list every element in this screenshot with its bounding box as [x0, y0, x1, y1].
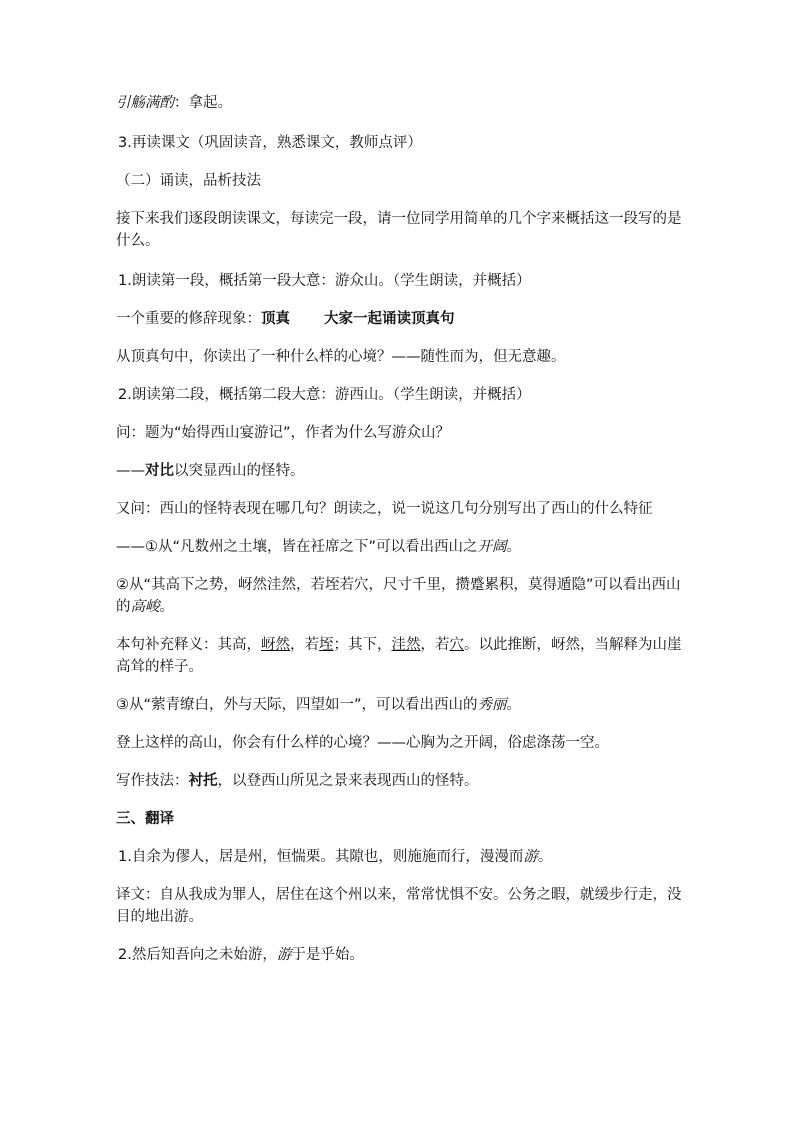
paragraph-12: ——①从“凡数州之土壤，皆在衽席之下”可以看出西山之开阔。 [116, 539, 522, 555]
paragraph-20: 译文：自从我成为罪人，居住在这个州以来，常常忧惧不安。公务之暇，就缓步行走，没目的地出游。 [116, 887, 682, 925]
paragraph-13: ②从“其高下之势，岈然洼然，若垤若穴，尺寸千里，攒蹙累积，莫得遁隐”可以看出西山的高峻。 [116, 577, 681, 615]
paragraph-16: 登上这样的高山，你会有什么样的心境？——心胸为之开阔，俗虑涤荡一空。 [116, 735, 609, 751]
italic-term: 高峻 [130, 599, 160, 615]
paragraph-7: 从顶真句中，你读出了一种什么样的心境？——随性而为，但无意趣。 [116, 349, 566, 365]
paragraph-17: 写作技法：衬托，以登西山所见之景来表现西山的怪特。 [116, 773, 479, 789]
bold-term: 衬托 [188, 773, 218, 789]
bold-instruction: 大家一起诵读顶真句 [324, 311, 455, 327]
italic-term: 秀丽 [477, 697, 507, 713]
paragraph-19: 1.自余为僇人，居是州，恒惴栗。其隙也，则施施而行，漫漫而游。 [118, 849, 553, 865]
italic-term: 游 [523, 849, 538, 865]
paragraph-10: ——对比以突显西山的怪特。 [116, 463, 305, 479]
paragraph-1: 引觞满酌：拿起。 [116, 95, 232, 111]
document-body [116, 92, 686, 966]
section-heading-2: （二）诵读，品析技法 [116, 173, 261, 189]
paragraph-9: 问：题为“始得西山宴游记”，作者为什么写游众山？ [116, 425, 451, 441]
paragraph-6: 一个重要的修辞现象：顶真 大家一起诵读顶真句 [116, 311, 455, 327]
underlined-word: 穴 [449, 637, 464, 653]
paragraph-8: 2.朗读第二段，概括第二段大意：游西山。（学生朗读，并概括） [118, 387, 531, 403]
italic-term: 游 [276, 947, 292, 963]
italic-phrase: 引觞满酌 [116, 95, 174, 111]
section-heading-3: 三、翻译 [116, 811, 174, 827]
underlined-word: 垤 [319, 637, 334, 653]
paragraph-4: 接下来我们逐段朗读课文，每读完一段，请一位同学用简单的几个字来概括这一段写的是什么。 [116, 211, 682, 249]
paragraph-15: ③从“萦青缭白，外与天际，四望如一”，可以看出西山的秀丽。 [116, 697, 522, 713]
underlined-word: 岈然 [261, 637, 290, 653]
paragraph-11: 又问：西山的怪特表现在哪几句？朗读之，说一说这几句分别写出了西山的什么特征 [116, 501, 653, 517]
italic-term: 开阔 [477, 539, 507, 555]
bold-term: 顶真 [261, 311, 290, 327]
paragraph-5: 1.朗读第一段，概括第一段大意：游众山。（学生朗读，并概括） [118, 273, 531, 289]
paragraph-21: 2.然后知吾向之未始游，游于是乎始。 [118, 947, 364, 963]
paragraph-14: 本句补充释义：其高，岈然，若垤；其下，洼然，若穴。以此推断，岈然，当解释为山崖高耸的样子。 [116, 637, 682, 675]
paragraph-2: 3.再读课文（巩固读音，熟悉课文，教师点评） [118, 135, 422, 151]
underlined-word: 洼然 [391, 637, 421, 653]
bold-term: 对比 [145, 463, 174, 479]
